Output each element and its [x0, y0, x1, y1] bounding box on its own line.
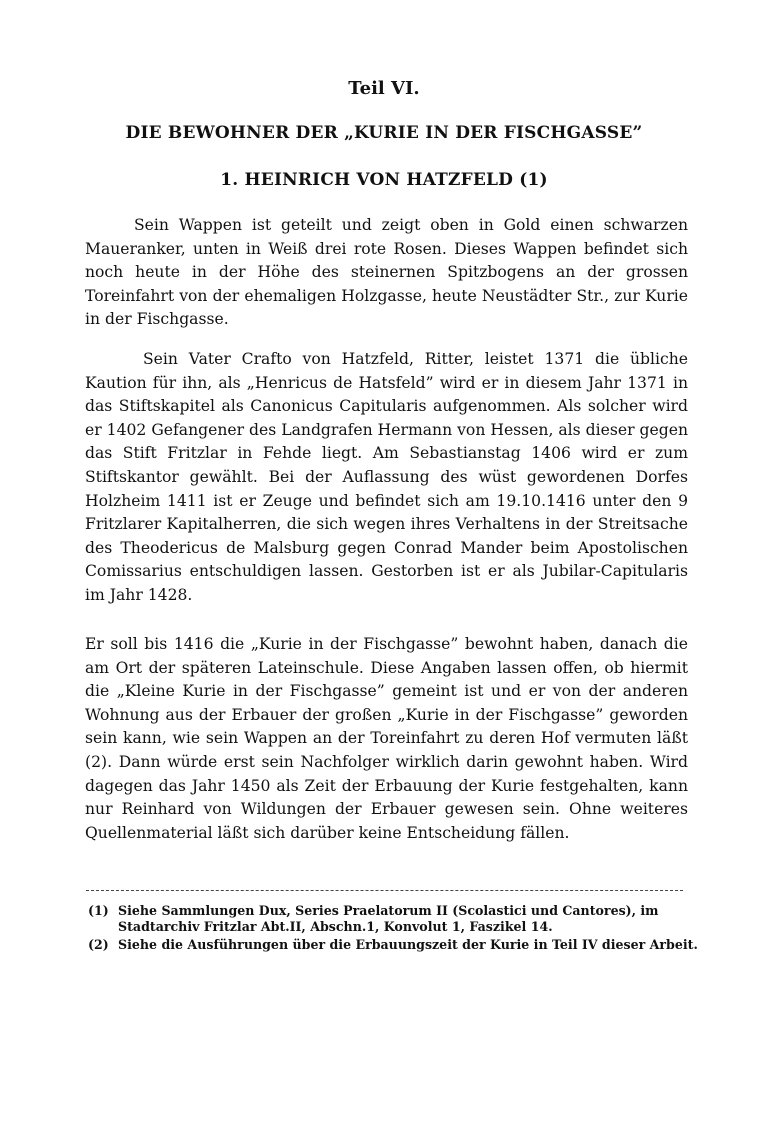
footnote-number: (2) — [88, 936, 109, 952]
paragraph-biography: Sein Vater Crafto von Hatzfeld, Ritter, leistet 1371 die übliche Kaution für ihn, als „Henricus de Hatsfeld” wird er in diesem Jahr 1371 in das Stiftskapitel als Canonicus Capitularis aufgenommen. Als solcher wird er 1402 Gefangener des Landgrafen Hermann von Hessen, als dieser gegen das Stift Fritzlar in Fehde liegt. Am Sebastianstag 1406 wird er zum Stiftskantor gewählt. Bei der Auflassung des wüst gewordenen Dorfes Holzheim 1411 ist er Zeuge und befindet sich am 19.10.1416 unter den 9 Fritzlarer Kapitalherren, die sich wegen ihres Verhaltens in der Streitsache des Theodericus de Malsburg gegen Conrad Mander beim Apostolischen Comissarius entschuldigen lassen. Gestorben ist er als Jubilar-Capitularis im Jahr 1428. — [85, 350, 688, 604]
footnote-text: Siehe die Ausführungen über die Erbauungszeit der Kurie in Teil IV dieser Arbeit. — [118, 936, 698, 952]
chapter-title: DIE BEWOHNER DER „KURIE IN DER FISCHGASSE” — [125, 123, 643, 143]
footnotes — [88, 903, 698, 954]
footnote-2 — [88, 937, 698, 953]
footnote-number: (1) — [88, 903, 109, 918]
paragraph-residence: Er soll bis 1416 die „Kurie in der Fischgasse” bewohnt haben, danach die am Ort der späteren Lateinschule. Diese Angaben lassen offen, ob hiermit die „Kleine Kurie in der Fischgasse” gemeint ist und er von der anderen Wohnung aus der Erbauer der großen „Kurie in der Fischgasse” geworden sein kann, wie sein Wappen an der Toreinfahrt zu deren Hof vermuten läßt (2). Dann würde erst sein Nachfolger wirklich darin gewohnt haben. Wird dagegen das Jahr 1450 als Zeit der Erbauung der Kurie festgehalten, kann nur Reinhard von Wildungen der Erbauer gewesen sein. Ohne weiteres Quellenmaterial läßt sich darüber keine Entscheidung fällen. — [85, 635, 688, 842]
paragraph-coat-of-arms: Sein Wappen ist geteilt und zeigt oben in Gold einen schwarzen Maueranker, unten in Weiß drei rote Rosen. Dieses Wappen befindet sich noch heute in der Höhe des steinernen Spitzbogens an der grossen Toreinfahrt von der ehemaligen Holzgasse, heute Neustädter Str., zur Kurie in der Fischgasse. — [85, 216, 688, 329]
part-heading: Teil VI. — [348, 78, 420, 99]
section-title: 1. HEINRICH VON HATZFELD (1) — [220, 170, 548, 190]
footnote-1 — [88, 903, 698, 936]
footnote-text: Siehe Sammlungen Dux, Series Praelatorum II (Scolastici und Cantores), im Stadtarchiv Fritzlar Abt.II, Abschn.1, Konvolut 1, Faszikel 14. — [118, 903, 659, 935]
footnote-divider — [86, 890, 683, 891]
